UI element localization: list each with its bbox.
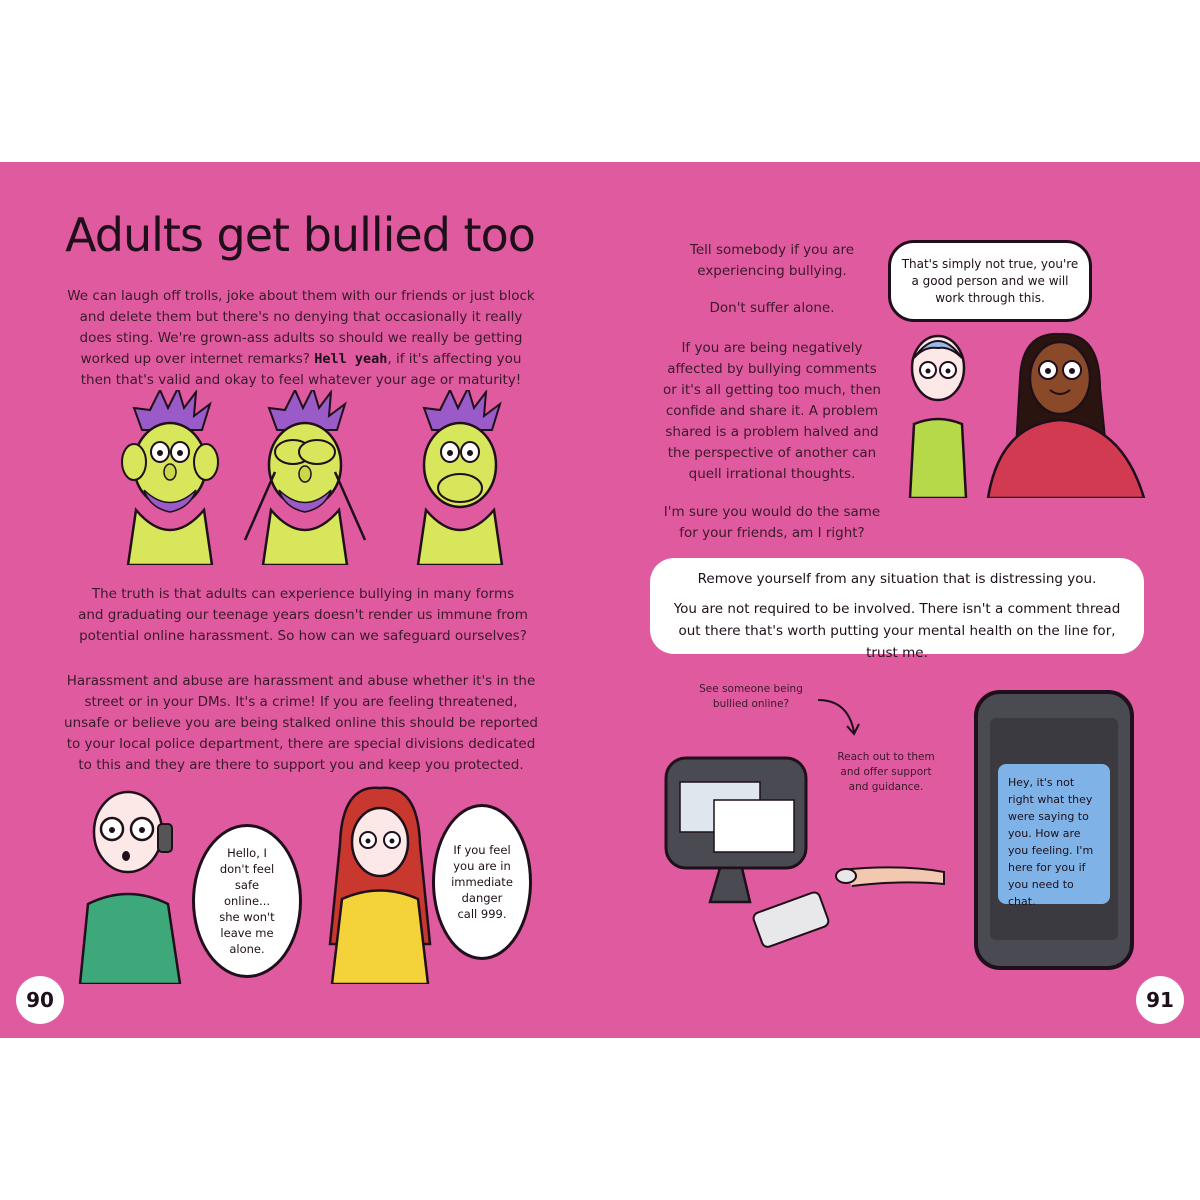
intro-bold-text: Hell yeah	[314, 351, 388, 367]
three-trolls-illustration	[120, 390, 510, 565]
tip-tell-somebody: Tell somebody if you are experiencing bullying.	[689, 242, 855, 279]
curved-arrow-icon	[814, 692, 864, 742]
page-title: Adults get bullied too	[65, 208, 535, 262]
responder-speech-bubble	[432, 804, 532, 960]
friends-illustration	[900, 328, 1150, 498]
book-spread	[0, 162, 1200, 1038]
small-friend-character	[910, 336, 966, 498]
troll-speak-no-evil	[418, 390, 502, 565]
keyboard-icon	[752, 891, 830, 949]
tip-friends: I'm sure you would do the same for your friends, am I right?	[663, 504, 881, 541]
banner-body: You are not required to be involved. There isn't a comment thread out there that's worth putting your mental health on the line for, trust me.	[673, 601, 1121, 661]
troll-hear-no-evil	[122, 390, 218, 565]
supportive-friend-character	[988, 334, 1144, 498]
intro-paragraph	[66, 286, 536, 391]
caller-character	[70, 784, 190, 984]
friend-speech-text: That's simply not true, you're a good person and we will work through this.	[901, 256, 1079, 305]
tip-confide: If you are being negatively affected by bullying comments or it's all getting too much, then confide and share it. A problem shared is a problem halved and the perspective of another can quell irrational thoughts.	[663, 340, 881, 482]
tip-dont-suffer: Don't suffer alone.	[709, 300, 835, 316]
banner-heading: Remove yourself from any situation that is distressing you.	[697, 571, 1097, 587]
remove-yourself-banner	[650, 558, 1144, 661]
see-someone-note: See someone being bullied online?	[699, 683, 803, 710]
responder-character	[320, 784, 440, 984]
caller-speech-text: Hello, I don't feel safe online... she won't leave me alone.	[219, 846, 275, 956]
phone-icon	[974, 690, 1134, 970]
troll-see-no-evil	[245, 390, 365, 565]
intro-text-start: We can laugh off trolls, joke about them with our friends or just block and delete them but there's no denying that occasionally it really does sting. We're grown-ass adults so should we really be getting worked up over internet remarks?	[67, 288, 535, 367]
truth-paragraph: The truth is that adults can experience bullying in many forms and graduating our teenage years doesn't render us immune from potential online harassment. So how can we safeguard ourselves?	[78, 586, 528, 644]
page-number-right: 91	[1136, 976, 1184, 1024]
page-number-left: 90	[16, 976, 64, 1024]
reach-out-note: Reach out to them and offer support and guidance.	[837, 751, 935, 793]
friend-speech-bubble	[888, 240, 1092, 322]
caller-speech-bubble	[192, 824, 302, 978]
phone-message-bubble: Hey, it's not right what they were saying to you. How are you feeling. I'm here for you if you need to chat.	[998, 764, 1110, 904]
mouse-icon	[836, 869, 856, 883]
harassment-paragraph: Harassment and abuse are harassment and abuse whether it's in the street or in your DMs. It's a crime! If you are feeling threatened, unsafe or believe you are being stalked online this should be reported to your local police department, there are special divisions dedicated to this and they are there to support you and keep you protected.	[64, 673, 538, 773]
intro-text-end: , if it's affecting you then that's valid and okay to feel whatever your age or maturity!	[80, 351, 522, 388]
responder-speech-text: If you feel you are in immediate danger call 999.	[451, 843, 513, 921]
computer-illustration	[660, 752, 950, 962]
